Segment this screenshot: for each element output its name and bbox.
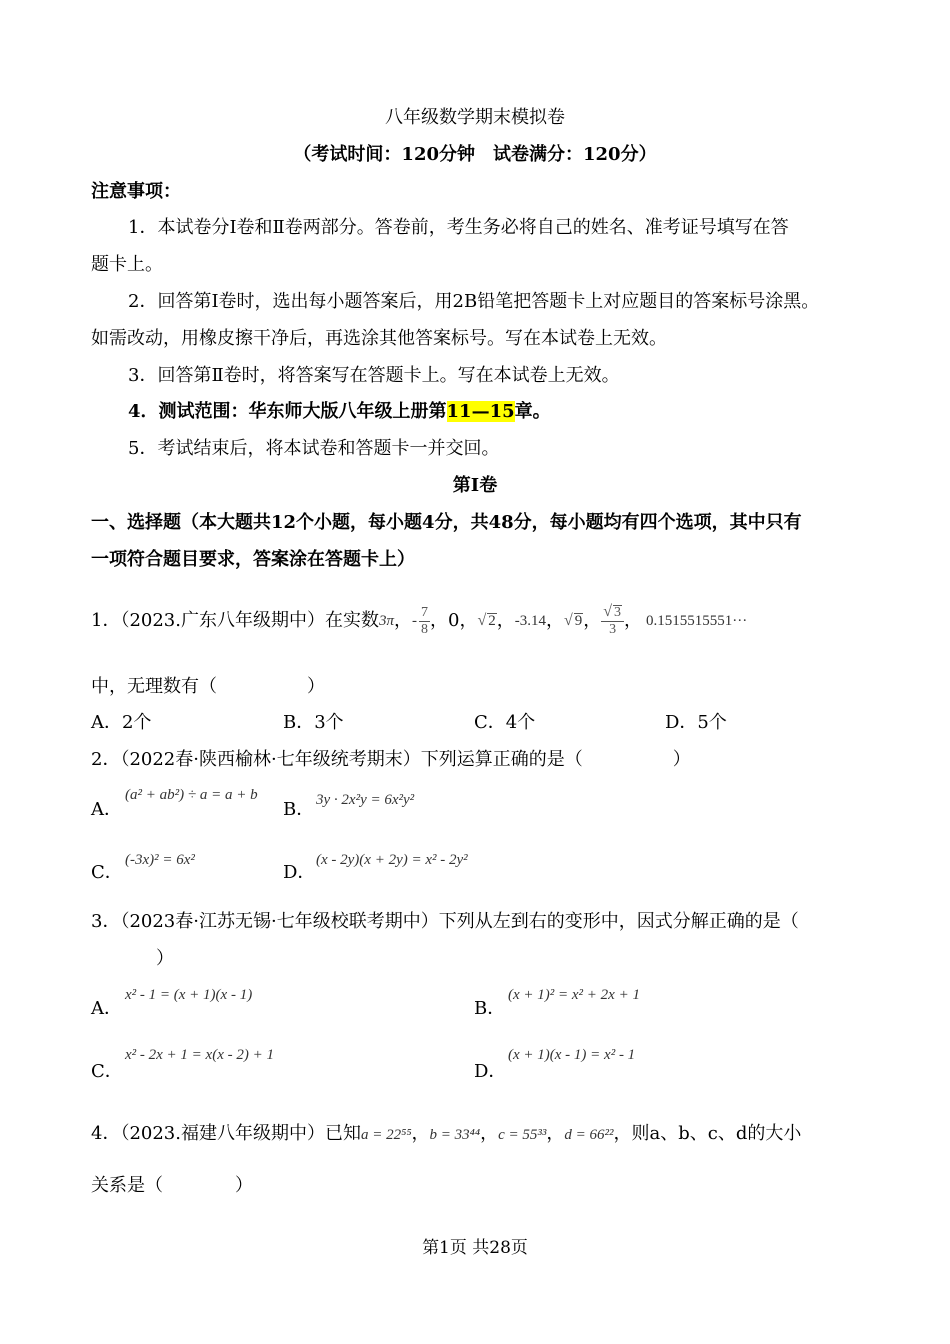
q1-n7-radicand: 3 (614, 605, 622, 620)
notice-item-1-line-1: 1．本试卷分Ⅰ卷和Ⅱ卷两部分。答卷前，考生务必将自己的姓名、准考证号填写在答 (128, 217, 789, 238)
sqrt-icon: √ (477, 612, 487, 629)
question-4-suffix: ，则a、b、c、d的大小 (613, 1123, 802, 1144)
notice-item-1-line-2: 题卡上。 (91, 254, 163, 275)
q4-separator: ， (546, 1123, 565, 1144)
notice-item-3: 3．回答第Ⅱ卷时，将答案写在答题卡上。写在本试卷上无效。 (128, 365, 620, 386)
question-2-option-c-label: C． (91, 862, 123, 883)
question-3-option-d-label: D． (474, 1061, 507, 1082)
question-2-option-a-label: A． (91, 799, 122, 820)
q4-separator: ， (480, 1123, 499, 1144)
q1-n2-fraction (419, 605, 430, 638)
q1-n7-numerator (601, 604, 624, 622)
q1-n2-numerator: 7 (421, 604, 428, 620)
sqrt-icon: √ (563, 612, 573, 629)
notice-item-2-line-2: 如需改动，用橡皮擦干净后，再选涂其他答案标号。写在本试卷上无效。 (91, 328, 667, 349)
question-4-c-expression: c = 55³³ (498, 1127, 547, 1143)
q1-separator: ， (394, 610, 412, 631)
q1-separator: ， (624, 610, 643, 631)
q1-n4-radicand: 2 (488, 613, 496, 629)
exam-title: 八年级数学期末模拟卷 (385, 107, 565, 128)
question-3-option-c-label: C． (91, 1061, 123, 1082)
page-footer: 第1页 共28页 (422, 1238, 528, 1258)
question-2-option-c-math: (-3x)² = 6x² (125, 852, 195, 868)
question-1-number-5: -3.14 (514, 613, 546, 629)
question-1-prefix: 1．（2023.广东八年级期中）在实数 (91, 610, 379, 631)
question-1-stem (91, 586, 747, 656)
q1-n2-denominator: 8 (421, 621, 428, 637)
question-1-number-3: 0 (448, 610, 460, 631)
question-4-line-2: 关系是（ ） (91, 1175, 253, 1196)
q1-separator: ， (459, 610, 478, 631)
notice-item-4-range-highlight: 11—15 (446, 401, 515, 422)
question-4-a-expression: a = 22⁵⁵ (360, 1127, 412, 1143)
q1-n7-fraction (601, 604, 624, 638)
question-1-option-a: A．2个 (91, 712, 152, 733)
q1-n2-sign: - (412, 613, 417, 629)
question-2-option-b-math: 3y · 2x²y = 6x²y² (316, 792, 415, 808)
question-2-option-b-label: B． (283, 799, 315, 820)
question-3-option-d-math: (x + 1)(x - 1) = x² - 1 (508, 1047, 636, 1063)
question-4-b-expression: b = 33⁴⁴ (429, 1127, 481, 1143)
question-3-option-c-math: x² - 2x + 1 = x(x - 2) + 1 (125, 1047, 274, 1063)
notice-item-5: 5．考试结束后，将本试卷和答题卡一并交回。 (128, 438, 500, 459)
notice-item-4-suffix: 章。 (514, 401, 551, 422)
question-3-option-a-label: A． (91, 998, 122, 1019)
section-1-heading-line-2: 一项符合题目要求，答案涂在答题卡上） (91, 549, 415, 570)
question-3-stem-line-2: ） (120, 948, 174, 969)
question-3-option-b-math: (x + 1)² = x² + 2x + 1 (508, 987, 640, 1003)
question-4-prefix: 4．（2023.福建八年级期中）已知 (91, 1123, 361, 1144)
question-4-stem (91, 1122, 801, 1147)
notice-heading: 注意事项： (91, 181, 181, 202)
section-1-heading-line-1: 一、选择题（本大题共12个小题，每小题4分，共48分，每小题均有四个选项，其中只有 (91, 512, 802, 533)
notice-item-2-line-1: 2．回答第Ⅰ卷时，选出每小题答案后，用2B铅笔把答题卡上对应题目的答案标号涂黑。 (128, 291, 820, 312)
q1-separator: ， (583, 610, 602, 631)
question-1-number-1: 3π (378, 613, 394, 629)
question-2-option-a-math: (a² + ab²) ÷ a = a + b (125, 787, 258, 803)
question-1-option-c: C．4个 (474, 712, 536, 733)
exam-subtitle: （考试时间：120分钟 试卷满分：120分） (293, 144, 657, 165)
question-1-line-2: 中，无理数有（ ） (91, 676, 325, 697)
q4-separator: ， (411, 1123, 430, 1144)
question-1-number-8: 0.1515515551··· (646, 613, 748, 629)
q1-separator: ， (496, 610, 515, 631)
question-2-option-d-math: (x - 2y)(x + 2y) = x² - 2y² (316, 852, 468, 868)
sqrt-icon: √ (603, 603, 613, 620)
question-1-number-2 (412, 605, 430, 638)
question-1-option-d: D．5个 (665, 712, 727, 733)
question-1-option-b: B．3个 (283, 712, 344, 733)
question-3-option-b-label: B． (474, 998, 506, 1019)
question-3-option-a-math: x² - 1 = (x + 1)(x - 1) (125, 987, 253, 1003)
q1-separator: ， (430, 610, 448, 631)
q1-n6-radicand: 9 (574, 613, 583, 629)
notice-item-4-prefix: 4．测试范围：华东师大版八年级上册第 (128, 401, 447, 422)
question-2-option-d-label: D． (283, 862, 316, 883)
question-1-number-6 (564, 609, 583, 633)
volume-title: 第Ⅰ卷 (452, 475, 498, 496)
question-2-stem: 2．（2022春·陕西榆林·七年级统考期末）下列运算正确的是（ ） (91, 749, 691, 770)
question-3-stem-line-1: 3．（2023春·江苏无锡·七年级校联考期中）下列从左到右的变形中，因式分解正确的是（ (91, 911, 799, 932)
question-1-number-7 (601, 604, 624, 638)
q1-n7-denominator: 3 (609, 622, 617, 637)
q1-separator: ， (545, 610, 564, 631)
notice-item-4 (128, 400, 551, 424)
question-4-d-expression: d = 66²² (564, 1127, 614, 1143)
question-1-number-4 (477, 609, 496, 633)
